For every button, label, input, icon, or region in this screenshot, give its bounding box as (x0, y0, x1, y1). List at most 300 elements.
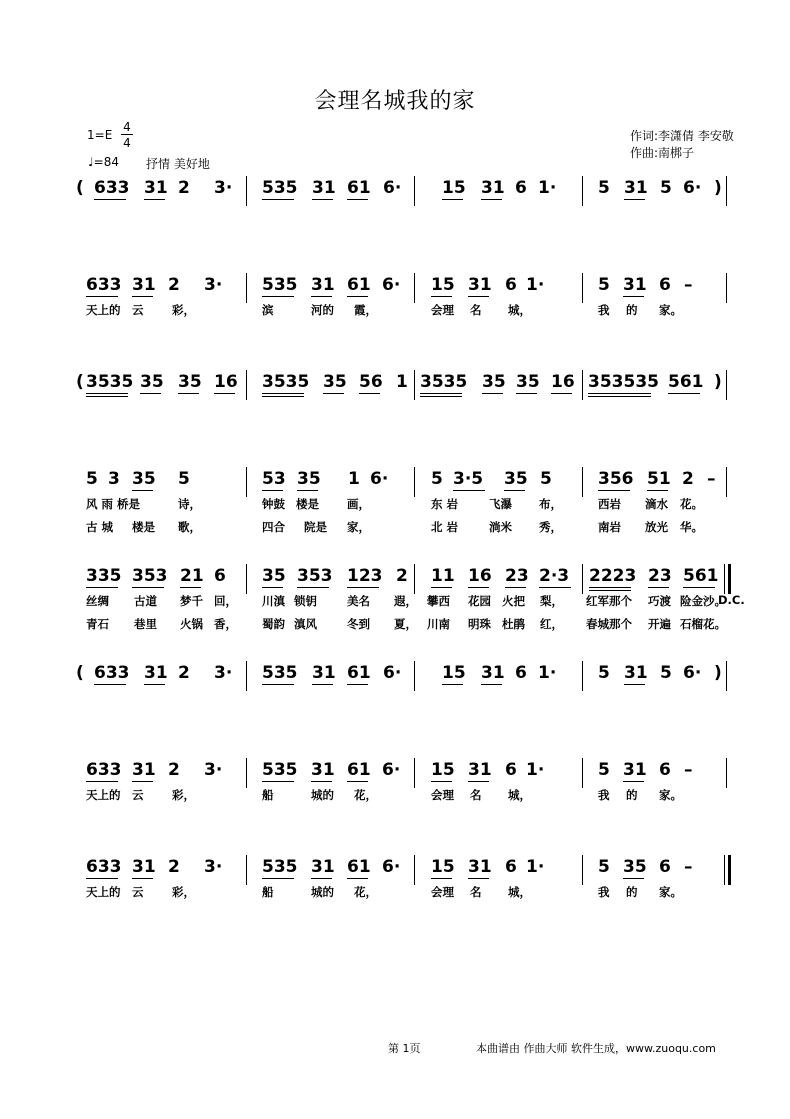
beam-line (144, 684, 165, 685)
beam-line (683, 587, 715, 588)
bar-line (726, 176, 727, 206)
note-group: 535 (262, 857, 298, 877)
beam-line (588, 393, 651, 394)
lyric: 花， (354, 885, 377, 899)
note-group: ) (714, 372, 722, 392)
note-group: 5 (660, 663, 672, 683)
note-group: 16 (214, 372, 238, 392)
lyric: 的 (626, 303, 638, 317)
note-group: ) (714, 663, 722, 683)
note-group: 31 (312, 178, 336, 198)
note-group: 5 (178, 469, 190, 489)
lyric-verse-2: 华。 (680, 520, 703, 534)
note-group: – (684, 857, 693, 877)
note-group: 1· (526, 275, 545, 295)
bar-line (582, 370, 583, 400)
note-group: 3·5 (453, 469, 484, 489)
beam-line (505, 587, 526, 588)
beam-line (442, 684, 463, 685)
note-group: 6 (659, 857, 671, 877)
note-group: 31 (468, 275, 492, 295)
lyric: 城， (508, 788, 531, 802)
note-group: 633 (86, 857, 122, 877)
note-group: 5 (540, 469, 552, 489)
bar-line (582, 176, 583, 206)
note-group: 2 (168, 275, 180, 295)
note-group: 53 (262, 469, 286, 489)
beam-line (468, 296, 489, 297)
beam-line (589, 587, 631, 588)
note-group: 31 (311, 857, 335, 877)
lyric: 巧渡 (648, 594, 671, 608)
bar-line (246, 564, 247, 594)
beam-line (311, 296, 332, 297)
beam-line (132, 587, 164, 588)
note-group: 23 (505, 566, 529, 586)
beam-line (262, 296, 294, 297)
bar-line (582, 467, 583, 497)
lyric-verse-2: 巷里 (134, 617, 157, 631)
note-group: 633 (94, 663, 130, 683)
bar-line (726, 758, 727, 788)
note-group: 56 (359, 372, 383, 392)
lyric: 丝绸 (86, 594, 109, 608)
lyric: 滴水 (645, 497, 668, 511)
beam-line (178, 393, 199, 394)
bar-line (414, 467, 415, 497)
lyric-verse-2: 淌米 (489, 520, 512, 534)
note-group: 31 (468, 760, 492, 780)
note-group: 1· (526, 760, 545, 780)
lyric: 风 雨 桥是 (86, 497, 141, 511)
beam-line (86, 296, 118, 297)
bar-line (246, 467, 247, 497)
note-group: 35 (623, 857, 647, 877)
note-group: 6 (515, 663, 527, 683)
note-group: 3· (214, 178, 233, 198)
lyric-verse-2: 南岩 (598, 520, 621, 534)
note-group: 2 (168, 857, 180, 877)
note-group: 3· (204, 857, 223, 877)
note-group: 6· (683, 663, 702, 683)
lyric: 名 (470, 303, 482, 317)
lyric: 船 (262, 885, 274, 899)
note-group: 31 (311, 760, 335, 780)
beam-line (623, 781, 644, 782)
lyric: 名 (470, 788, 482, 802)
bar-line (414, 758, 415, 788)
beam-line (431, 296, 452, 297)
note-group: 35 (262, 566, 286, 586)
beam-line (347, 199, 368, 200)
lyric-verse-2: 歌， (178, 520, 201, 534)
lyric-verse-2: 石榴花。 (680, 617, 726, 631)
note-group: 35 (297, 469, 321, 489)
lyric-verse-2: 冬到 (347, 617, 370, 631)
note-group: 2 (178, 663, 190, 683)
lyric: 家。 (659, 885, 682, 899)
lyric: 古道 (134, 594, 157, 608)
footer-credit: 本曲谱由 作曲大师 软件生成，www.zuoqu.com (476, 1042, 716, 1055)
note-group: 5 (598, 857, 610, 877)
bar-line (246, 273, 247, 303)
note-group: 23 (648, 566, 672, 586)
beam-line (648, 587, 669, 588)
note-group: 6· (683, 178, 702, 198)
bar-line (582, 661, 583, 691)
note-group: 2 (682, 469, 694, 489)
final-bar-line (724, 855, 725, 885)
note-group: 51 (647, 469, 671, 489)
note-group: 35 (516, 372, 540, 392)
key-signature: 1=E (87, 128, 113, 142)
lyric-verse-2: 香， (214, 617, 237, 631)
note-group: 31 (623, 275, 647, 295)
note-group: 356 (598, 469, 634, 489)
lyric: 彩， (172, 303, 195, 317)
beam-line (262, 587, 283, 588)
note-group: 1· (526, 857, 545, 877)
beam-line (86, 878, 118, 879)
beam-line (420, 396, 462, 397)
lyric-verse-2: 春城那个 (586, 617, 632, 631)
lyric: 我 (598, 303, 610, 317)
lyric: 险金沙。 (680, 594, 726, 608)
beam-line (453, 490, 485, 491)
lyric: 城， (508, 303, 531, 317)
lyric: 城， (508, 885, 531, 899)
note-group: 335 (86, 566, 122, 586)
lyric: 船 (262, 788, 274, 802)
note-group: 35 (140, 372, 164, 392)
lyric: 花， (354, 788, 377, 802)
lyric-verse-2: 院是 (304, 520, 327, 534)
bar-line (582, 273, 583, 303)
lyric: 花。 (680, 497, 703, 511)
note-group: 31 (481, 663, 505, 683)
lyric: 霞， (354, 303, 377, 317)
lyric: 云 (132, 303, 144, 317)
beam-line (312, 684, 333, 685)
lyric: 河的 (311, 303, 334, 317)
note-group: 5 (598, 760, 610, 780)
beam-line (623, 878, 644, 879)
note-group: 6 (659, 760, 671, 780)
note-group: 61 (347, 275, 371, 295)
note-group: 1 (348, 469, 360, 489)
note-group: 353535 (588, 372, 659, 392)
bar-line (246, 370, 247, 400)
beam-line (86, 587, 118, 588)
lyric: 彩， (172, 788, 195, 802)
note-group: 561 (668, 372, 704, 392)
lyric: 锁钥 (294, 594, 317, 608)
lyric: 美名 (347, 594, 370, 608)
lyric-verse-2: 放光 (645, 520, 668, 534)
beam-line (359, 393, 380, 394)
lyric: 彩， (172, 885, 195, 899)
note-group: 31 (623, 760, 647, 780)
lyric: 西岩 (598, 497, 621, 511)
beam-line (624, 684, 645, 685)
note-group: 353 (297, 566, 333, 586)
lyric: 名 (470, 885, 482, 899)
note-group: 3535 (86, 372, 134, 392)
note-group: 6· (382, 857, 401, 877)
bar-line (246, 855, 247, 885)
lyric: 攀西 (427, 594, 450, 608)
lyric: 川滇 (262, 594, 285, 608)
beam-line (347, 684, 368, 685)
beam-line (347, 296, 368, 297)
note-icon: ♩ (88, 155, 94, 169)
lyric: 梨， (540, 594, 563, 608)
note-group: 1· (538, 663, 557, 683)
lyric-verse-2: 秀， (539, 520, 562, 534)
beam-line (431, 781, 452, 782)
lyric: 布， (539, 497, 562, 511)
note-group: 31 (624, 178, 648, 198)
note-group: 35 (132, 469, 156, 489)
note-group: 31 (624, 663, 648, 683)
note-group: 633 (94, 178, 130, 198)
beam-line (262, 393, 304, 394)
lyric: 天上的 (86, 885, 121, 899)
note-group: 61 (347, 760, 371, 780)
note-group: 561 (683, 566, 719, 586)
note-group: 61 (347, 663, 371, 683)
note-group: 31 (144, 178, 168, 198)
note-group: 15 (442, 663, 466, 683)
lyric-verse-2: 红， (540, 617, 563, 631)
lyric: 云 (132, 885, 144, 899)
beam-line (420, 393, 462, 394)
beam-line (468, 878, 489, 879)
note-group: 633 (86, 275, 122, 295)
note-group: 2·3 (539, 566, 570, 586)
beam-line (347, 781, 368, 782)
note-group: ) (714, 178, 722, 198)
lyric: 花园 (468, 594, 491, 608)
beam-line (262, 490, 283, 491)
bar-line (414, 564, 415, 594)
lyric-verse-2: 川南 (427, 617, 450, 631)
lyric: 滨 (262, 303, 274, 317)
time-top: 4 (123, 120, 131, 134)
note-group: 2 (168, 760, 180, 780)
lyric-verse-2: 开遍 (648, 617, 671, 631)
lyric-verse-2: 夏， (394, 617, 417, 631)
note-group: 6 (505, 760, 517, 780)
note-group: 5 (86, 469, 98, 489)
note-group: – (684, 760, 693, 780)
repeat-paren: ( (76, 372, 84, 392)
final-bar-line (728, 855, 731, 885)
note-group: 11 (431, 566, 455, 586)
beam-line (598, 490, 630, 491)
beam-line (214, 393, 235, 394)
note-group: 6· (383, 663, 402, 683)
bar-line (246, 758, 247, 788)
bar-line (414, 661, 415, 691)
lyric: 诗， (178, 497, 201, 511)
note-group: 31 (481, 178, 505, 198)
note-group: 6· (370, 469, 389, 489)
beam-line (504, 490, 525, 491)
note-group: 123 (347, 566, 383, 586)
lyric: 红军那个 (586, 594, 632, 608)
note-group: 35 (504, 469, 528, 489)
beam-line (516, 393, 537, 394)
note-group: 31 (144, 663, 168, 683)
lyric: 我 (598, 788, 610, 802)
beam-line (442, 199, 463, 200)
note-group: 3535 (420, 372, 468, 392)
beam-line (94, 199, 126, 200)
beam-line (589, 590, 631, 591)
beam-line (180, 587, 201, 588)
note-group: – (707, 469, 716, 489)
lyric: 云 (132, 788, 144, 802)
note-group: 16 (468, 566, 492, 586)
lyric: 楼是 (296, 497, 319, 511)
beam-line (623, 296, 644, 297)
note-group: 633 (86, 760, 122, 780)
note-group: 3 (108, 469, 120, 489)
note-group: 16 (551, 372, 575, 392)
beam-line (262, 781, 294, 782)
time-signature (121, 121, 133, 149)
beam-line (86, 396, 128, 397)
note-group: 2223 (589, 566, 637, 586)
lyric: 东 岩 (431, 497, 459, 511)
note-group: 31 (312, 663, 336, 683)
time-bottom: 4 (123, 136, 131, 150)
beam-line (323, 393, 344, 394)
note-group: 31 (311, 275, 335, 295)
lyricist: 作词:李潇倩 李安敬 (630, 129, 734, 143)
lyric-verse-2: 火锅 (180, 617, 203, 631)
lyric-verse-2: 明珠 (468, 617, 491, 631)
beam-line (482, 393, 503, 394)
bar-line (414, 370, 415, 400)
beam-line (262, 396, 304, 397)
beam-line (94, 684, 126, 685)
note-group: 15 (431, 857, 455, 877)
beam-line (431, 587, 452, 588)
beam-line (262, 199, 294, 200)
note-group: 6 (659, 275, 671, 295)
note-group: 353 (132, 566, 168, 586)
note-group: 6 (515, 178, 527, 198)
expression-mark: 抒情 美好地 (146, 157, 210, 171)
lyric: 天上的 (86, 303, 121, 317)
beam-line (468, 781, 489, 782)
beam-line (311, 878, 332, 879)
tempo (88, 155, 119, 169)
final-bar-line (728, 564, 731, 594)
lyric-verse-2: 北 岩 (431, 520, 459, 534)
note-group: 31 (132, 760, 156, 780)
bar-line (726, 661, 727, 691)
lyric: 画， (347, 497, 370, 511)
note-group: 6· (382, 275, 401, 295)
beam-line (86, 393, 128, 394)
lyric: 会理 (431, 788, 454, 802)
note-group: 5 (598, 275, 610, 295)
note-group: 1 (396, 372, 408, 392)
repeat-paren: ( (76, 178, 84, 198)
lyric: 梦千 (180, 594, 203, 608)
beam-line (551, 393, 572, 394)
lyric: 家。 (659, 303, 682, 317)
bar-line (726, 273, 727, 303)
lyric-verse-2: 杜鹃 (502, 617, 525, 631)
lyric-verse-2: 蜀韵 (262, 617, 285, 631)
note-group: 5 (598, 178, 610, 198)
beam-line (347, 878, 368, 879)
note-group: 535 (262, 663, 298, 683)
lyric-verse-2: 滇风 (294, 617, 317, 631)
note-group: 5 (598, 663, 610, 683)
lyric: 的 (626, 885, 638, 899)
note-group: 21 (180, 566, 204, 586)
beam-line (86, 781, 118, 782)
beam-line (539, 587, 571, 588)
lyric: 城的 (311, 788, 334, 802)
lyric: 遐， (394, 594, 417, 608)
note-group: 5 (431, 469, 443, 489)
beam-line (140, 393, 161, 394)
note-group: 3535 (262, 372, 310, 392)
lyric: 会理 (431, 885, 454, 899)
note-group: 2 (396, 566, 408, 586)
bar-line (246, 176, 247, 206)
beam-line (481, 199, 502, 200)
note-group: 3· (204, 760, 223, 780)
lyric: 家。 (659, 788, 682, 802)
note-group: 15 (442, 178, 466, 198)
beam-line (668, 393, 700, 394)
note-group: 3· (214, 663, 233, 683)
note-group: 35 (178, 372, 202, 392)
beam-line (431, 878, 452, 879)
bar-line (726, 370, 727, 400)
bar-line (582, 855, 583, 885)
bar-line (582, 564, 583, 594)
beam-line (588, 396, 651, 397)
final-bar-line (724, 564, 725, 594)
beam-line (132, 490, 153, 491)
bar-line (414, 855, 415, 885)
note-group: 61 (347, 857, 371, 877)
beam-line (647, 490, 668, 491)
lyric: 城的 (311, 885, 334, 899)
note-group: 535 (262, 760, 298, 780)
repeat-paren: ( (76, 663, 84, 683)
note-group: 535 (262, 178, 298, 198)
note-group: 6 (505, 275, 517, 295)
note-group: – (684, 275, 693, 295)
page-number: 第 1页 (388, 1042, 421, 1055)
beam-line (312, 199, 333, 200)
bar-line (414, 273, 415, 303)
note-group: 61 (347, 178, 371, 198)
note-group: 35 (323, 372, 347, 392)
beam-line (311, 781, 332, 782)
bar-line (414, 176, 415, 206)
beam-line (144, 199, 165, 200)
